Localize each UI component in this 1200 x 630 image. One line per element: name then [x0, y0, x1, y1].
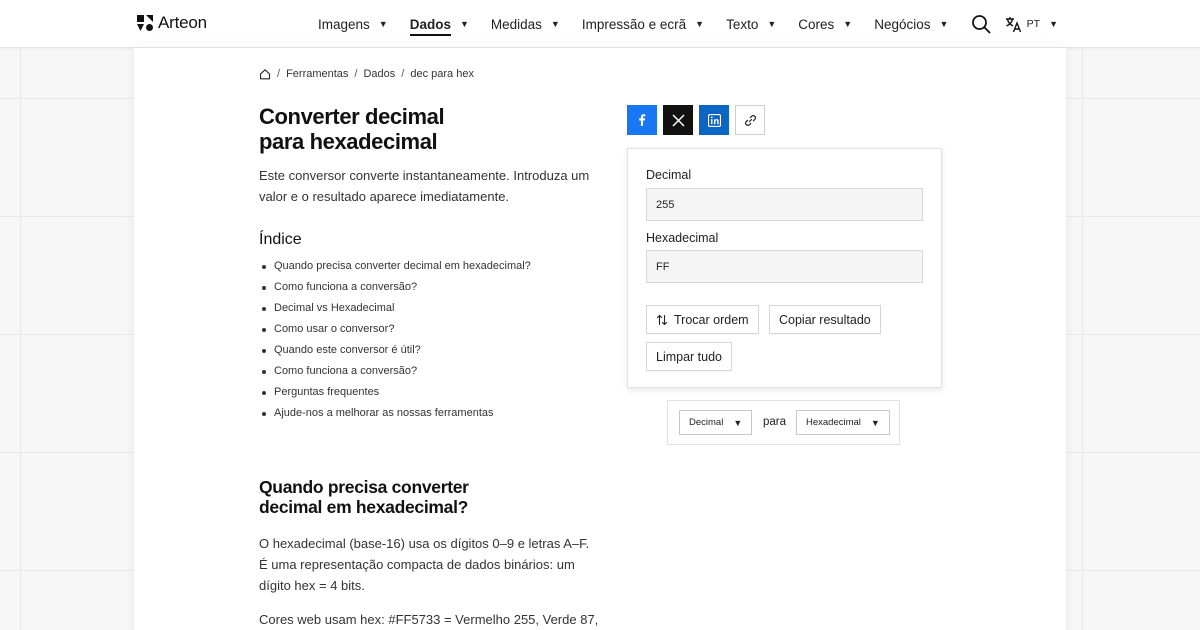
- section-heading-line1: Quando precisa converter: [259, 477, 469, 497]
- section-heading-line2: decimal em hexadecimal?: [259, 496, 469, 517]
- copy-link-button[interactable]: [735, 105, 765, 135]
- nav-label: Dados: [409, 16, 451, 32]
- chevron-down-icon: ▼: [939, 19, 949, 29]
- search-icon[interactable]: [971, 14, 991, 34]
- nav-item-dados[interactable]: [410, 0, 469, 48]
- converter-panel: [627, 148, 942, 388]
- home-icon[interactable]: [259, 68, 271, 80]
- copy-result-button[interactable]: Copiar resultado: [769, 305, 881, 334]
- swap-icon: [656, 314, 668, 326]
- toc-title: Índice: [259, 231, 302, 248]
- chevron-down-icon: ▼: [767, 19, 777, 29]
- share-buttons: [627, 105, 765, 135]
- chevron-down-icon: ▼: [695, 19, 705, 29]
- to-unit-value: Hexadecimal: [806, 417, 861, 428]
- nav-item-imagens[interactable]: [318, 0, 388, 48]
- intro-text: Este conversor converte instantaneamente. Introduza um valor e o resultado aparece imediatamente.: [259, 168, 590, 204]
- hexadecimal-output[interactable]: [646, 250, 923, 283]
- section-heading: [259, 478, 559, 517]
- chevron-down-icon: ▼: [378, 19, 388, 29]
- nav-item-impressao[interactable]: [582, 0, 704, 48]
- toc-item[interactable]: Perguntas frequentes: [259, 382, 531, 403]
- nav-label: Texto: [726, 16, 759, 32]
- breadcrumb-current: dec para hex: [410, 68, 474, 80]
- toc-item[interactable]: Como funciona a conversão?: [259, 361, 531, 382]
- decimal-label: Decimal: [646, 168, 692, 182]
- from-unit-value: Decimal: [689, 417, 724, 428]
- breadcrumb-separator: /: [401, 68, 405, 80]
- language-label: PT: [1026, 18, 1041, 30]
- section-paragraph: Cores web usam hex: #FF5733 = Vermelho 255, Verde 87,: [259, 612, 599, 627]
- share-facebook-button[interactable]: [627, 105, 657, 135]
- toc-item[interactable]: Quando precisa converter decimal em hexadecimal?: [259, 256, 531, 277]
- page-title-line1: Converter decimal: [259, 104, 445, 129]
- linkedin-icon: [708, 114, 721, 127]
- section-paragraph: O hexadecimal (base-16) usa os dígitos 0–9 e letras A–F. É uma representação compacta de dados binários: um dígito hex = 4 bits.: [259, 536, 590, 593]
- nav-label: Negócios: [874, 16, 931, 32]
- from-unit-select[interactable]: [679, 410, 752, 435]
- swap-order-label: Trocar ordem: [674, 312, 749, 327]
- page-title-line2: para hexadecimal: [259, 129, 438, 154]
- breadcrumb-separator: /: [354, 68, 358, 80]
- main-content: [134, 48, 1066, 630]
- breadcrumb-dados[interactable]: Dados: [363, 68, 396, 80]
- link-icon: [744, 114, 757, 127]
- hexadecimal-label: Hexadecimal: [646, 231, 719, 245]
- nav-label: Imagens: [318, 16, 370, 32]
- language-selector[interactable]: [1005, 16, 1058, 33]
- toc-item[interactable]: Ajude-nos a melhorar as nossas ferramentas: [259, 403, 531, 424]
- breadcrumb-ferramentas[interactable]: Ferramentas: [286, 68, 349, 80]
- table-of-contents: [259, 256, 531, 424]
- nav-item-medidas[interactable]: [491, 0, 560, 48]
- to-unit-select[interactable]: [796, 410, 890, 435]
- chevron-down-icon: ▼: [550, 19, 560, 29]
- nav-label: Medidas: [490, 16, 542, 32]
- facebook-icon: [635, 113, 649, 127]
- translate-icon: [1005, 16, 1022, 33]
- chevron-down-icon: ▼: [843, 19, 853, 29]
- nav-label: Cores: [798, 16, 835, 32]
- toc-item[interactable]: Como usar o conversor?: [259, 319, 531, 340]
- chevron-down-icon: ▼: [870, 417, 880, 428]
- logo-text: Arteon: [158, 13, 207, 32]
- decimal-input[interactable]: [646, 188, 923, 221]
- main-nav: [318, 0, 970, 48]
- header-actions: [971, 0, 1058, 48]
- page-title: [259, 104, 559, 154]
- para-label: para: [763, 416, 787, 428]
- chevron-down-icon: ▼: [459, 19, 469, 29]
- nav-label: Impressão e ecrã: [581, 16, 687, 32]
- nav-item-cores[interactable]: [798, 0, 852, 48]
- toc-item[interactable]: Quando este conversor é útil?: [259, 340, 531, 361]
- logo-icon: [137, 15, 153, 31]
- nav-item-negocios[interactable]: [874, 0, 948, 48]
- swap-order-button[interactable]: [646, 305, 759, 334]
- nav-item-texto[interactable]: [726, 0, 776, 48]
- x-icon: [672, 114, 685, 127]
- unit-selector: [667, 400, 900, 445]
- breadcrumb-separator: /: [277, 68, 281, 80]
- toc-item[interactable]: Decimal vs Hexadecimal: [259, 298, 531, 319]
- chevron-down-icon: ▼: [733, 417, 743, 428]
- toc-item[interactable]: Como funciona a conversão?: [259, 277, 531, 298]
- clear-all-button[interactable]: Limpar tudo: [646, 342, 732, 371]
- logo[interactable]: [137, 13, 207, 33]
- share-x-button[interactable]: [663, 105, 693, 135]
- breadcrumb: [259, 68, 474, 80]
- top-header: [0, 0, 1200, 48]
- chevron-down-icon: ▼: [1049, 19, 1058, 29]
- share-linkedin-button[interactable]: [699, 105, 729, 135]
